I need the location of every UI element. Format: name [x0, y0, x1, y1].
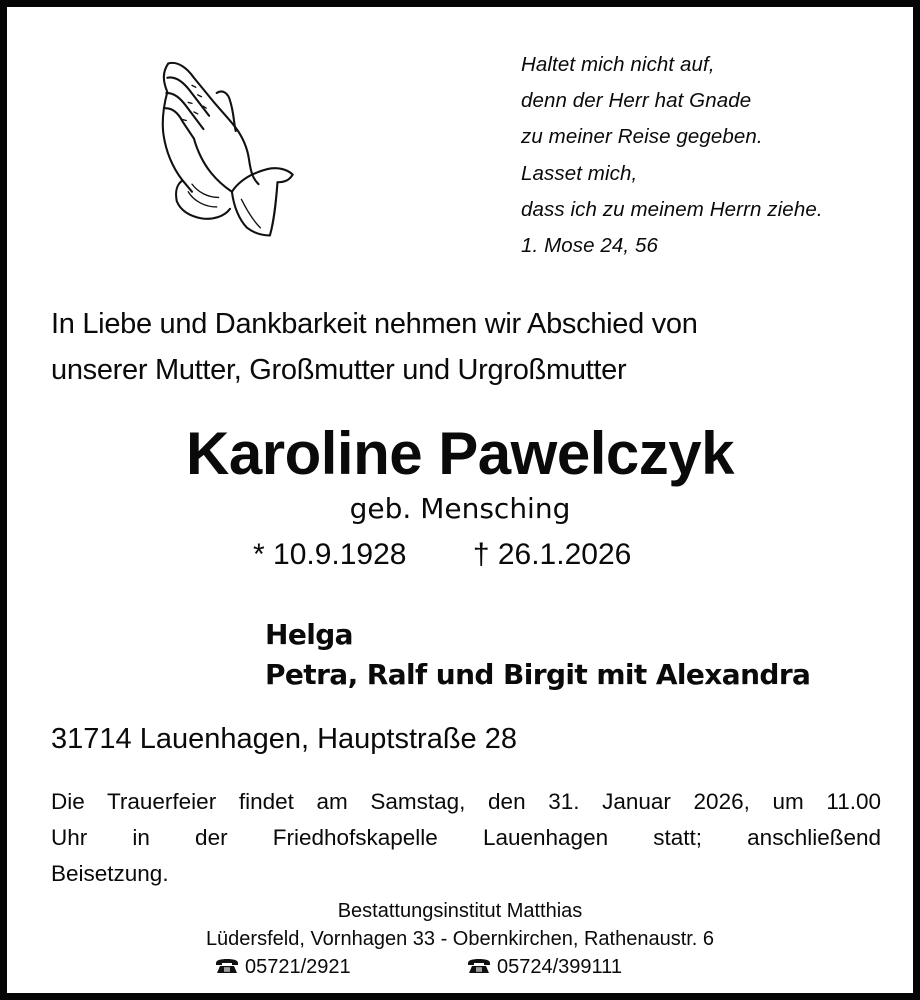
verse-line: denn der Herr hat Gnade — [521, 89, 752, 113]
telephone-icon — [215, 958, 239, 974]
telephone-icon — [467, 958, 491, 974]
notice-line: Uhr in der Friedhofskapelle Lauenhagen statt; anschließend — [51, 825, 881, 850]
deceased-name: Karoline Pawelczyk — [186, 420, 734, 487]
phone-number-2 — [467, 953, 622, 981]
funeral-home-locations: Lüdersfeld, Vornhagen 33 - Obernkirchen, Rathenaustr. 6 — [205, 928, 715, 950]
phone-number: 05721/2921 — [245, 956, 351, 978]
life-dates — [253, 535, 631, 575]
bible-verse — [521, 47, 823, 264]
praying-hands-icon — [135, 39, 325, 259]
verse-reference: 1. Mose 24, 56 — [521, 233, 659, 257]
verse-line: zu meiner Reise gegeben. — [521, 125, 763, 149]
intro-line: unserer Mutter, Großmutter und Urgroßmutter — [51, 354, 627, 386]
funeral-home-name: Bestattungsinstitut Matthias — [337, 900, 583, 922]
verse-line: Lasset mich, — [521, 161, 638, 185]
mourner-line: Helga — [265, 618, 353, 651]
phone-number: 05724/399111 — [497, 956, 622, 978]
family-address: 31714 Lauenhagen, Hauptstraße 28 — [51, 723, 517, 755]
funeral-home — [7, 897, 913, 953]
birth-date: * 10.9.1928 — [253, 538, 407, 571]
mourners — [265, 615, 810, 695]
notice-line: Beisetzung. — [51, 861, 169, 886]
intro-text — [51, 301, 698, 393]
intro-line: In Liebe und Dankbarkeit nehmen wir Abschied von — [51, 308, 698, 340]
notice-line: Die Trauerfeier findet am Samstag, den 31. Januar 2026, um 11.00 — [51, 789, 881, 814]
death-date: † 26.1.2026 — [472, 538, 632, 571]
phone-number-1 — [215, 953, 351, 981]
mourner-line: Petra, Ralf und Birgit mit Alexandra — [265, 658, 811, 691]
funeral-notice — [51, 784, 881, 892]
maiden-name: geb. Mensching — [349, 492, 571, 525]
verse-line: Haltet mich nicht auf, — [521, 53, 715, 76]
verse-line: dass ich zu meinem Herrn ziehe. — [521, 197, 823, 221]
